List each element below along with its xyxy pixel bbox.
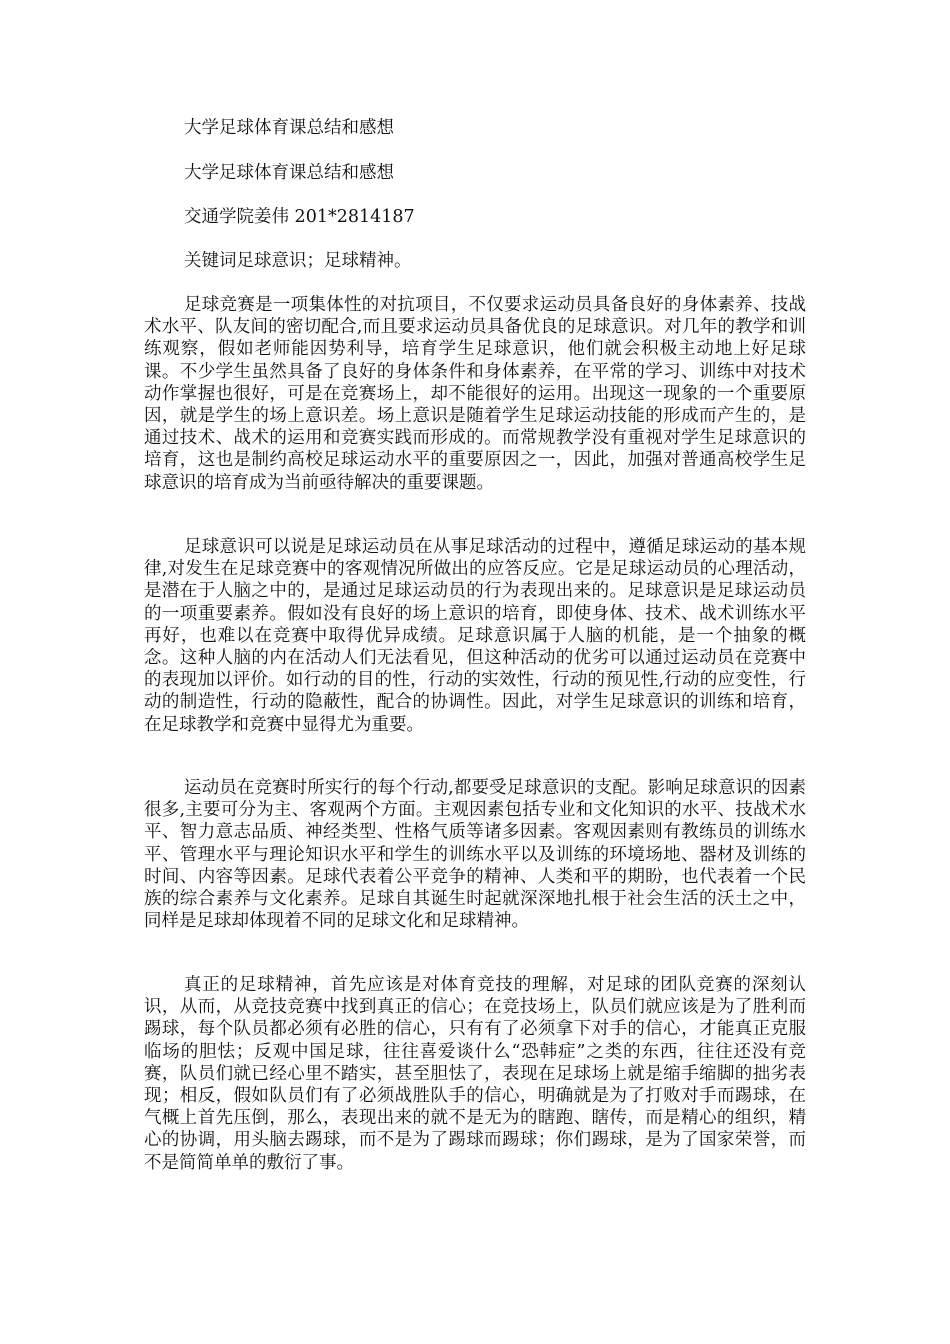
keywords-line: 关键词足球意识；足球精神。 [184, 251, 412, 271]
document-title: 大学足球体育课总结和感想 [184, 118, 394, 138]
paragraph-4: 真正的足球精神，首先应该是对体育竞技的理解，对足球的团队竞赛的深刻认识，从而，从竞技竞赛中找到真正的信心；在竞技场上，队员们就应该是为了胜利而踢球，每个队员都必须有必胜的信心，只有有了必须拿下对手的信心，才能真正克服临场的胆怯；反观中国足球，往往喜爱谈什么“恐韩症”之类的东西，往往还没有竞赛，队员们就已经心里不踏实，甚至胆怯了，表现在足球场上就是缩手缩脚的拙劣表现；相反，假如队员们有了必须战胜队手的信心，明确就是为了打败对手而踢球，在气概上首先压倒，那么，表现出来的就不是无为的瞎跑、瞎传，而是精心的组织，精心的协调，用头脑去踢球，而不是为了踢球而踢球；你们踢球，是为了国家荣誉，而不是简简单单的敷衍了事。 [144, 975, 806, 1173]
paragraph-1: 足球竞赛是一项集体性的对抗项目，不仅要求运动员具备良好的身体素养、技战术水平、队友间的密切配合,而且要求运动员具备优良的足球意识。对几年的教学和训练观察，假如老师能因势利导，培育学生足球意识，他们就会积极主动地上好足球课。不少学生虽然具备了良好的身体条件和身体素养，在平常的学习、训练中对技术动作掌握也很好，可是在竞赛场上，却不能很好的运用。出现这一现象的一个重要原因，就是学生的场上意识差。场上意识是随着学生足球运动技能的形成而产生的，是通过技术、战术的运用和竞赛实践而形成的。而常规教学没有重视对学生足球意识的培育，这也是制约高校足球运动水平的重要原因之一，因此，加强对普通高校学生足球意识的培育成为当前亟待解决的重要课题。 [144, 295, 806, 493]
document-subtitle: 大学足球体育课总结和感想 [184, 163, 394, 183]
paragraph-2: 足球意识可以说是足球运动员在从事足球活动的过程中，遵循足球运动的基本规律,对发生在足球竞赛中的客观情况所做出的应答反应。它是足球运动员的心理活动，是潜在于人脑之中的，是通过足球运动员的行为表现出来的。足球意识是足球运动员的一项重要素养。假如没有良好的场上意识的培育，即使身体、技术、战术训练水平再好，也难以在竞赛中取得优异成绩。足球意识属于人脑的机能，是一个抽象的概念。这种人脑的内在活动人们无法看见，但这种活动的优劣可以通过运动员在竞赛中的表现加以评价。如行动的目的性，行动的实效性，行动的预见性,行动的应变性，行动的制造性，行动的隐蔽性，配合的协调性。因此，对学生足球意识的训练和培育，在足球教学和竞赛中显得尤为重要。 [144, 537, 806, 735]
paragraph-3: 运动员在竞赛时所实行的每个行动,都要受足球意识的支配。影响足球意识的因素很多,主要可分为主、客观两个方面。主观因素包括专业和文化知识的水平、技战术水平、智力意志品质、神经类型、性格气质等诸多因素。客观因素则有教练员的训练水平、管理水平与理论知识水平和学生的训练水平以及训练的环境场地、器材及训练的时间、内容等因素。足球代表着公平竞争的精神、人类和平的期盼，也代表着一个民族的综合素养与文化素养。足球自其诞生时起就深深地扎根于社会生活的沃土之中，同样是足球却体现着不同的足球文化和足球精神。 [144, 778, 806, 932]
author-line: 交通学院姜伟 201*2814187 [184, 207, 415, 227]
